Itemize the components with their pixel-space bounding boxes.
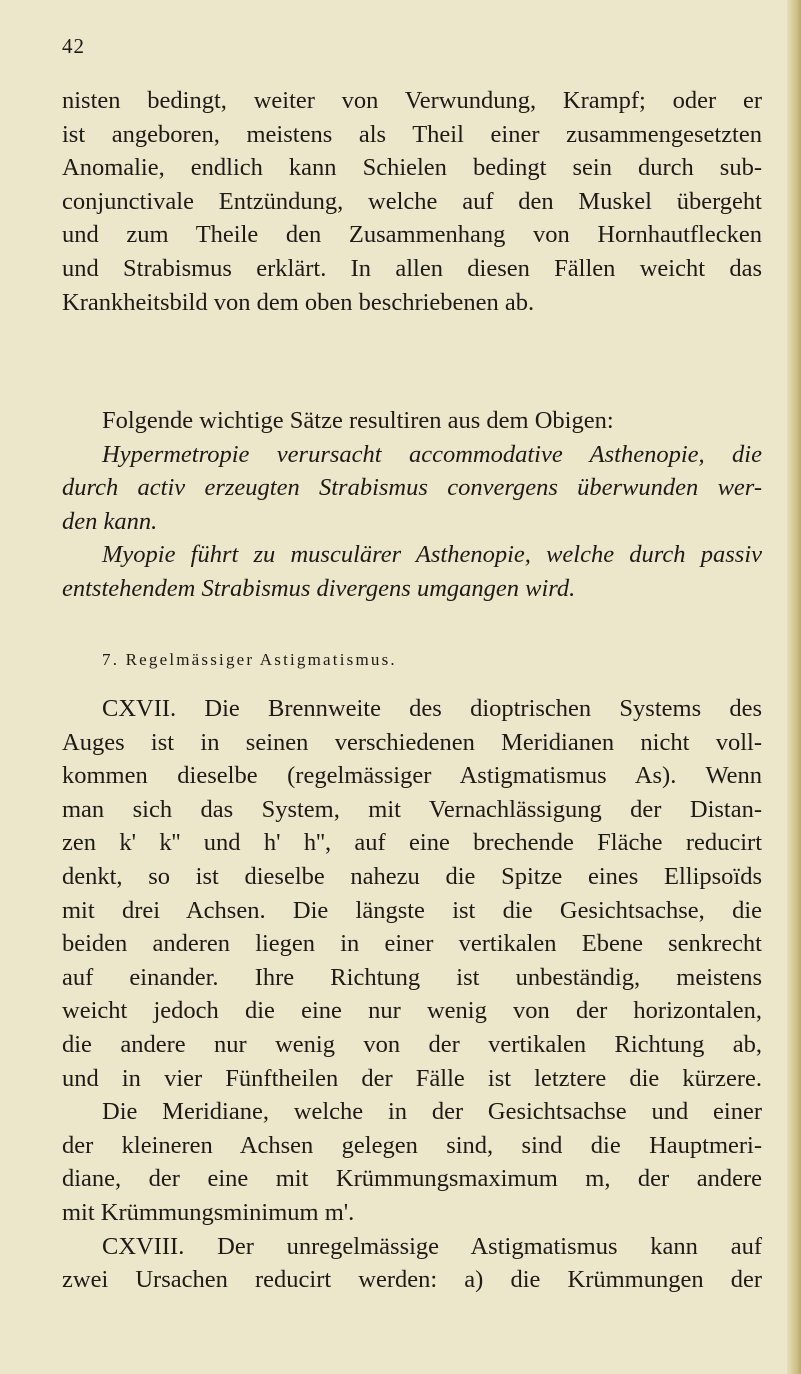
text-line: und in vier Fünftheilen der Fälle ist letztere die kürzere.: [62, 1064, 762, 1092]
paragraph-1: [62, 84, 762, 319]
text-line: beiden anderen liegen in einer vertikalen Ebene senkrecht: [62, 930, 762, 958]
paragraph-3: [62, 692, 762, 1297]
text-line: Krankheitsbild von dem oben beschriebenen ab.: [62, 288, 535, 316]
thesis-line: entstehendem Strabismus divergens umgangen wird.: [62, 574, 576, 602]
text-line: CXVII. Die Brennweite des dioptrischen Systems des: [102, 695, 762, 722]
text-line: mit drei Achsen. Die längste ist die Gesichtsachse, die: [62, 896, 762, 924]
text-line: und Strabismus erklärt. In allen diesen Fällen weicht das: [62, 254, 762, 282]
text-line: auf einander. Ihre Richtung ist unbeständig, meistens: [62, 963, 762, 991]
text-line: ist angeboren, meistens als Theil einer zusammengesetzten: [62, 120, 762, 148]
thesis-line: den kann.: [62, 507, 158, 535]
text-line: zen k' k'' und h' h'', auf eine brechende Fläche reducirt: [62, 829, 762, 857]
text-line: denkt, so ist dieselbe nahezu die Spitze eines Ellipsoïds: [62, 862, 762, 890]
text-line: man sich das System, mit Vernachlässigung der Distan-: [62, 795, 762, 823]
text-line: die andere nur wenig von der vertikalen Richtung ab,: [62, 1030, 762, 1058]
text-line: CXVIII. Der unregelmässige Astigmatismus kann auf: [102, 1232, 762, 1260]
thesis-line: Hypermetropie verursacht accommodative Asthenopie, die: [102, 440, 762, 468]
text-line: Folgende wichtige Sätze resultiren aus dem Obigen:: [102, 407, 614, 434]
thesis-line: durch activ erzeugten Strabismus convergens überwunden wer-: [62, 474, 762, 502]
text-line: zwei Ursachen reducirt werden: a) die Krümmungen der: [62, 1266, 762, 1294]
text-line: nisten bedingt, weiter von Verwundung, Krampf; oder er: [62, 87, 762, 114]
text-line: Die Meridiane, welche in der Gesichtsachse und einer: [102, 1098, 762, 1126]
page-edge-shadow: [787, 0, 801, 1374]
paragraph-2: [62, 404, 762, 606]
text-line: der kleineren Achsen gelegen sind, sind die Hauptmeri-: [62, 1131, 762, 1159]
text-line: diane, der eine mit Krümmungsmaximum m, der andere: [62, 1165, 762, 1193]
text-line: weicht jedoch die eine nur wenig von der horizontalen,: [62, 997, 762, 1025]
text-line: mit Krümmungsminimum m'.: [62, 1198, 355, 1226]
text-line: Anomalie, endlich kann Schielen bedingt sein durch sub-: [62, 154, 762, 182]
text-line: und zum Theile den Zusammenhang von Hornhautflecken: [62, 221, 762, 249]
thesis-line: Myopie führt zu musculärer Asthenopie, welche durch passiv: [102, 541, 762, 569]
text-line: kommen dieselbe (regelmässiger Astigmatismus As). Wenn: [62, 762, 762, 790]
text-line: conjunctivale Entzündung, welche auf den Muskel übergeht: [62, 187, 762, 215]
page-number: 42: [62, 34, 85, 58]
text-line: Auges ist in seinen verschiedenen Meridianen nicht voll-: [62, 728, 762, 756]
section-heading: 7. Regelmässiger Astigmatismus.: [102, 650, 397, 669]
